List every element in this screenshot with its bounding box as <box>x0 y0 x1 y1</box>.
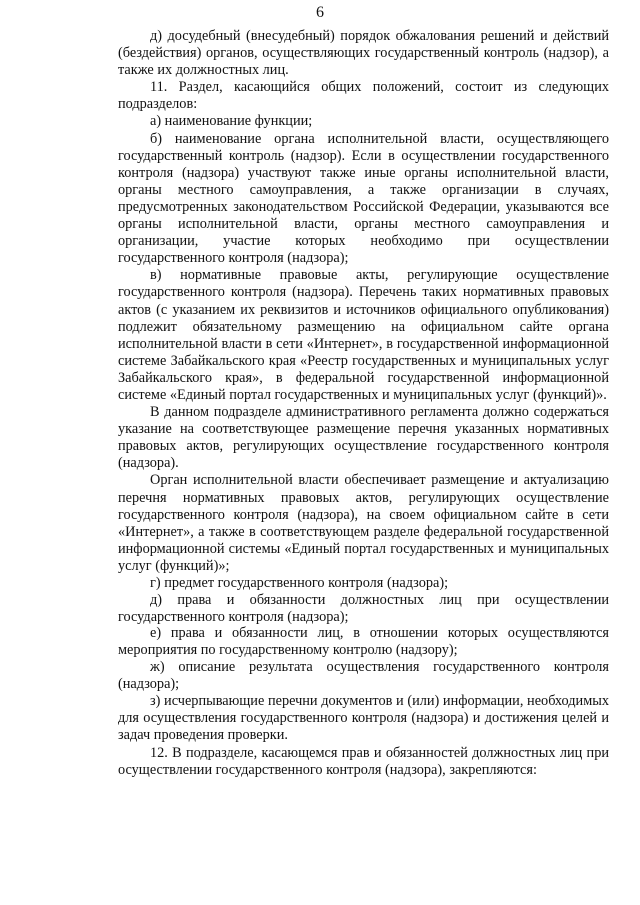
paragraph-d-officials-rights: д) права и обязанности должностных лиц при осуществлении государственного контроля (надзора); <box>118 592 609 625</box>
paragraph-g-control-subject: г) предмет государственного контроля (надзора); <box>150 575 449 591</box>
paragraph-b-authority-name: б) наименование органа исполнительной власти, осуществляющего государственный контроль (надзор). Если в осуществлении государственного контроля (надзора) участвуют также иные органы исполнительной власти, органы местного самоуправления, а также организации в случаях, предусмотренных законодательством Российской Федерации, указываются все органы исполнительной власти, органы местного самоуправления и организации, участие которых необходимо при осуществлении государственного контроля (надзора); <box>118 130 609 267</box>
paragraph-authority-ensures: Орган исполнительной власти обеспечивает размещение и актуализацию перечня нормативных правовых актов, регулирующих осуществление государственного контроля (надзора), на своем официальном сайте в сети «Интернет», а также в соответствующем разделе федеральной государственной информационной системы «Единый портал государственных и муниципальных услуг (функций)»; <box>118 472 609 574</box>
paragraph-v-legal-acts: в) нормативные правовые акты, регулирующие осуществление государственного контроля (надзора). Перечень таких нормативных правовых актов (с указанием их реквизитов и источников официального опубликования) подлежит обязательному размещению на официальном сайте органа исполнительной власти в сети «Интернет», в государственной информационной системе Забайкальского края «Реестр государственных и муниципальных услуг Забайкальского края», в федеральной государственной информационной системе «Единый портал государственных и муниципальных услуг (функций)». <box>118 267 609 403</box>
paragraph-zh-result-description: ж) описание результата осуществления государственного контроля (надзора); <box>118 659 609 693</box>
paragraph-12-officials-section: 12. В подразделе, касающемся прав и обязанностей должностных лиц при осуществлении государственного контроля (надзора), закрепляются: <box>118 744 609 778</box>
page-number: 6 <box>316 4 324 21</box>
document-body <box>118 28 609 779</box>
paragraph-a-function-name: а) наименование функции; <box>150 113 313 130</box>
paragraph-11-general-provisions: 11. Раздел, касающийся общих положений, состоит из следующих подразделов: <box>118 79 609 113</box>
paragraph-e-persons-rights: е) права и обязанности лиц, в отношении которых осуществляются мероприятия по государственному контролю (надзору); <box>118 624 609 658</box>
paragraph-z-document-lists: з) исчерпывающие перечни документов и (или) информации, необходимых для осуществления государственного контроля (надзора) и достижения целей и задач проведения проверки. <box>118 693 609 744</box>
paragraph-appeal-procedure: д) досудебный (внесудебный) порядок обжалования решений и действий (бездействия) органов, осуществляющих государственный контроль (надзор), а также их должностных лиц. <box>118 28 609 79</box>
paragraph-regulation-placement: В данном подразделе административного регламента должно содержаться указание на соответствующее размещение перечня указанных нормативных правовых актов, регулирующих осуществление государственного контроля (надзора). <box>118 404 609 472</box>
